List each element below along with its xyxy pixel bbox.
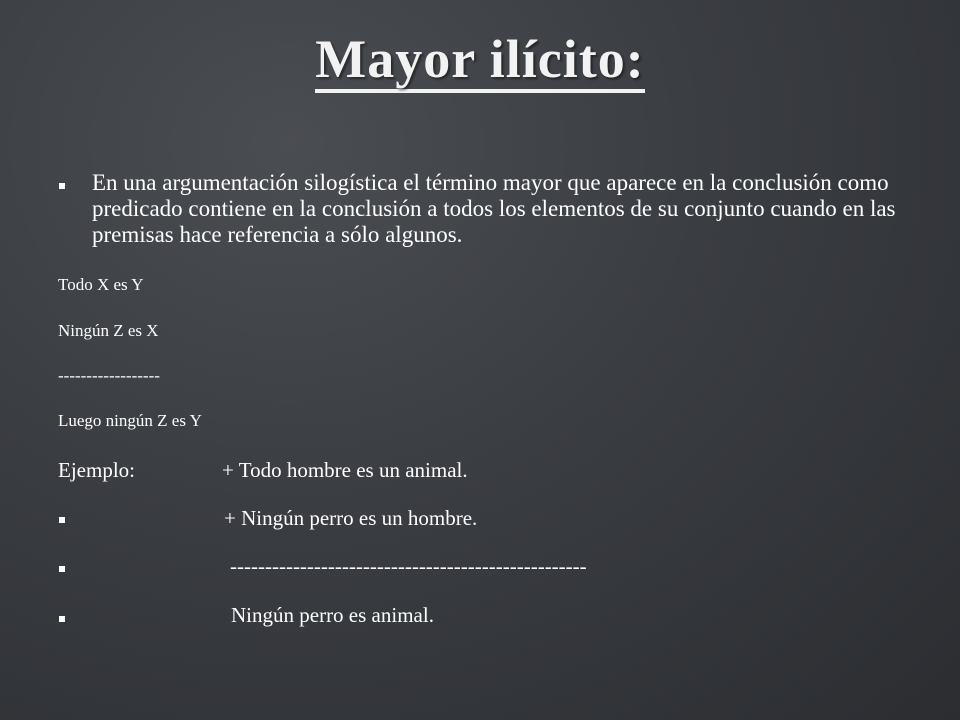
bullet-icon bbox=[59, 616, 65, 622]
example-premise-2: + Ningún perro es un hombre. bbox=[224, 506, 478, 530]
syllogism-separator: ------------------ bbox=[58, 366, 160, 385]
slide-title-text: Mayor ilícito: bbox=[315, 29, 644, 93]
example-conclusion: Ningún perro es animal. bbox=[231, 603, 434, 627]
example-premise-1: + Todo hombre es un animal. bbox=[222, 458, 468, 482]
slide-title bbox=[0, 28, 960, 90]
bullet-icon bbox=[59, 566, 65, 572]
example-label: Ejemplo: bbox=[58, 458, 135, 482]
bullet-icon bbox=[59, 517, 65, 523]
syllogism-conclusion: Luego ningún Z es Y bbox=[58, 411, 202, 430]
syllogism-line-1: Todo X es Y bbox=[58, 275, 144, 294]
bullet-icon bbox=[59, 183, 65, 189]
intro-paragraph: En una argumentación silogística el término mayor que aparece en la conclusión como predicado contiene en la conclusión a todos los elementos de su conjunto cuando en las premisas hace referencia a sólo algunos. bbox=[92, 170, 896, 247]
syllogism-line-2: Ningún Z es X bbox=[58, 321, 159, 340]
example-separator: --------------------------------------------------- bbox=[230, 554, 587, 578]
